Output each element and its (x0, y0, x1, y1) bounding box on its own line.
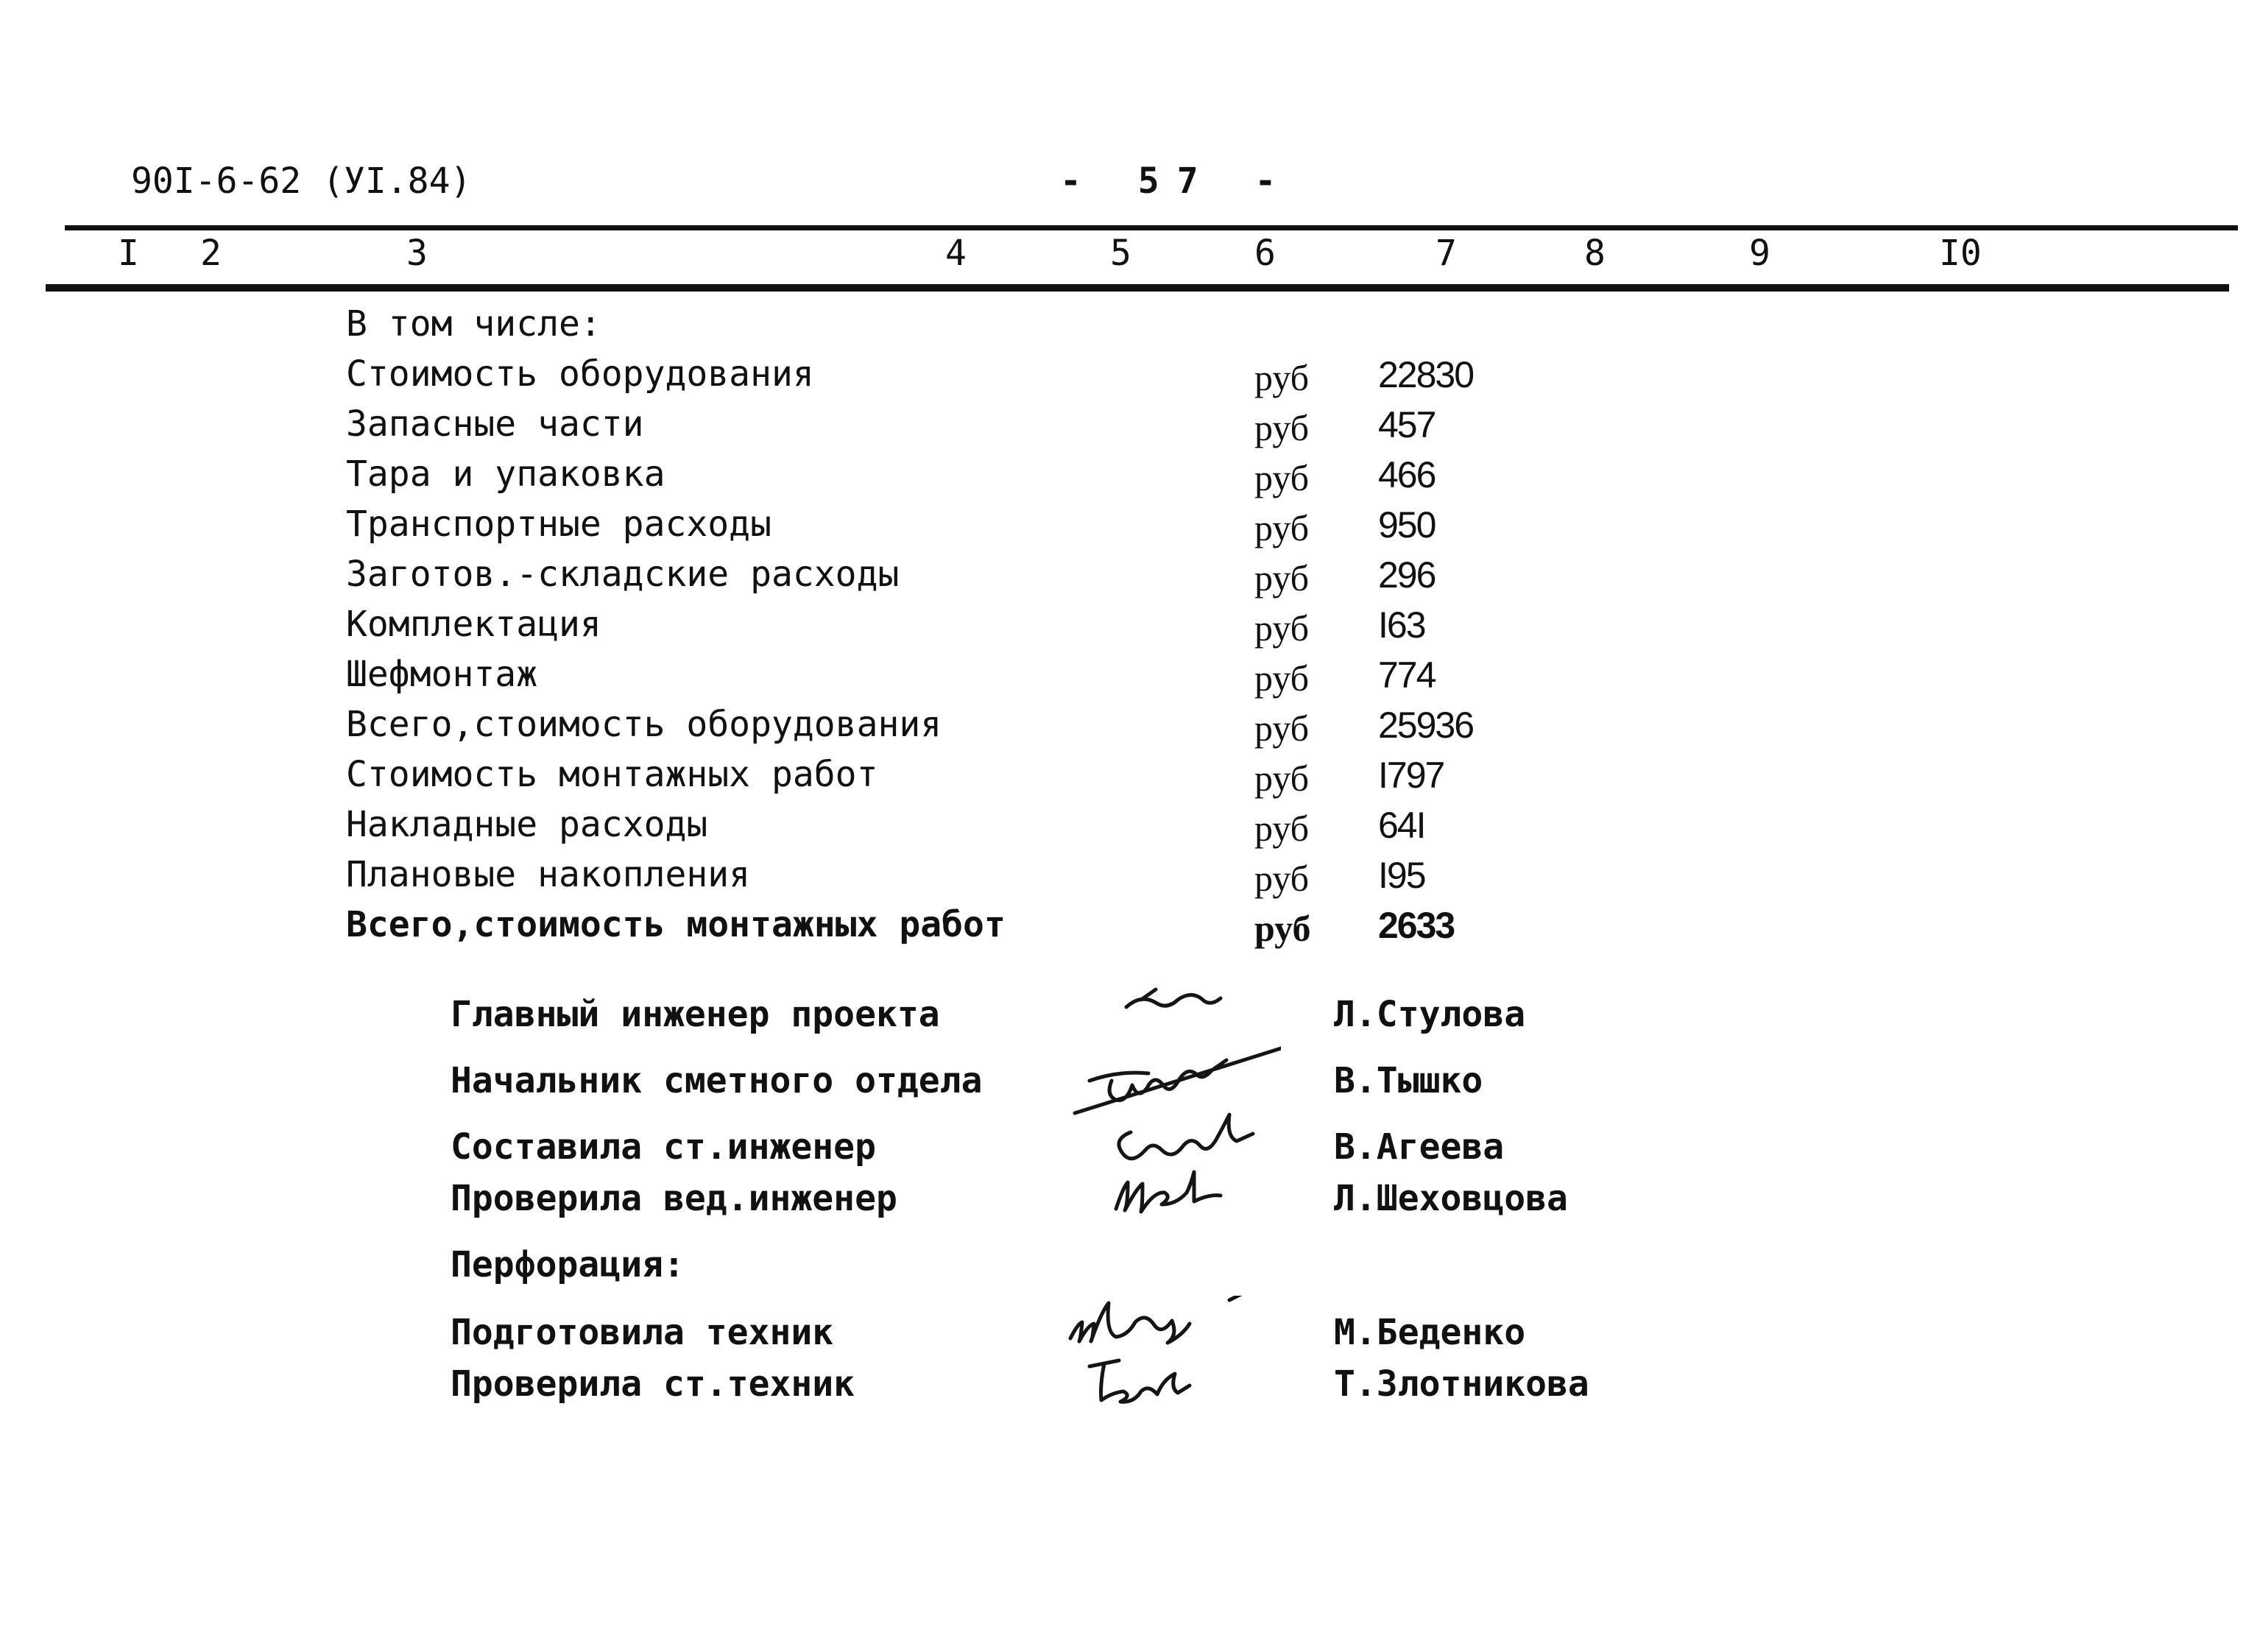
row-unit: руб (1254, 457, 1310, 498)
row-unit: руб (1254, 507, 1310, 548)
signatory-role: Главный инженер проекта (451, 994, 940, 1035)
table-row (0, 754, 2260, 801)
table-row-total (0, 904, 2260, 951)
table-row (0, 403, 2260, 451)
row-unit: руб (1254, 357, 1310, 398)
row-value: 2633 (1378, 905, 1455, 946)
table-row (0, 804, 2260, 851)
signatory-name: В.Агеева (1334, 1126, 1505, 1168)
row-label: Стоимость монтажных работ (346, 754, 878, 795)
column-number: 8 (1584, 233, 1606, 274)
signatory-role: Подготовила техник (451, 1312, 834, 1353)
handwritten-signature-icon (1060, 1162, 1281, 1235)
signatory-name: Л.Стулова (1334, 994, 1526, 1035)
handwritten-signature-icon (1060, 978, 1281, 1051)
table-row (0, 353, 2260, 400)
table-row (0, 704, 2260, 751)
row-unit: руб (1254, 557, 1310, 599)
row-value: I63 (1378, 604, 1425, 646)
row-unit: руб (1254, 808, 1310, 849)
row-unit: руб (1254, 707, 1310, 749)
signature-block (0, 1178, 2260, 1229)
document-code: 90I-6-62 (УI.84) (131, 160, 472, 202)
row-label: В том числе: (346, 303, 601, 345)
table-row (0, 504, 2260, 551)
column-number-row (0, 233, 2260, 281)
row-label: Накладные расходы (346, 804, 708, 845)
table-row (0, 453, 2260, 501)
row-label: Всего,стоимость монтажных работ (346, 904, 1006, 945)
row-value: 22830 (1378, 354, 1474, 395)
column-number: I0 (1939, 233, 1982, 274)
row-label: Плановые накопления (346, 854, 751, 895)
row-value: 296 (1378, 554, 1436, 596)
row-value: I95 (1378, 855, 1425, 896)
row-label: Стоимость оборудования (346, 353, 814, 395)
table-row (0, 303, 2260, 350)
row-unit: руб (1254, 908, 1311, 949)
page-number: - 57 - (1060, 160, 1294, 202)
column-number: 6 (1254, 233, 1276, 274)
signatory-role: Составила ст.инженер (451, 1126, 876, 1168)
row-unit: руб (1254, 407, 1310, 448)
page-header (0, 160, 2260, 212)
row-label: Заготов.-складские расходы (346, 554, 900, 595)
row-label: Запасные части (346, 403, 644, 445)
perforation-section-label: Перфорация: (451, 1244, 685, 1285)
row-unit: руб (1254, 607, 1310, 649)
signature-block (0, 1363, 2260, 1415)
row-value: I797 (1378, 755, 1444, 796)
row-unit: руб (1254, 657, 1310, 699)
handwritten-signature-icon (1060, 1347, 1281, 1421)
row-value: 25936 (1378, 705, 1474, 746)
row-label: Транспортные расходы (346, 504, 771, 545)
column-number: 9 (1749, 233, 1770, 274)
row-label: Всего,стоимость оборудования (346, 704, 942, 745)
row-value: 774 (1378, 654, 1436, 696)
signatory-role: Начальник сметного отдела (451, 1060, 983, 1101)
signatory-name: В.Тышко (1334, 1060, 1483, 1101)
row-label: Тара и упаковка (346, 453, 665, 495)
table-row (0, 854, 2260, 901)
table-row (0, 554, 2260, 601)
column-number: 7 (1436, 233, 1457, 274)
signatory-role: Проверила ст.техник (451, 1363, 855, 1405)
signature-block (0, 1060, 2260, 1112)
table-row (0, 604, 2260, 651)
handwritten-signature-icon (1060, 1044, 1281, 1118)
row-label: Шефмонтаж (346, 654, 538, 695)
row-value: 950 (1378, 504, 1436, 546)
row-unit: руб (1254, 758, 1310, 799)
signatory-role: Проверила вед.инженер (451, 1178, 897, 1219)
signatory-name: Л.Шеховцова (1334, 1178, 1568, 1219)
column-number: 5 (1110, 233, 1131, 274)
table-rule-bottom (46, 284, 2229, 292)
signatory-name: М.Беденко (1334, 1312, 1526, 1353)
column-number: I (118, 233, 139, 274)
signatory-name: Т.Злотникова (1334, 1363, 1589, 1405)
row-label: Комплектация (346, 604, 601, 645)
table-rule-top (65, 225, 2238, 230)
column-number: 3 (406, 233, 428, 274)
row-value: 466 (1378, 454, 1436, 495)
row-unit: руб (1254, 858, 1310, 899)
column-number: 2 (200, 233, 222, 274)
signature-block (0, 994, 2260, 1045)
table-row (0, 654, 2260, 701)
column-number: 4 (945, 233, 967, 274)
row-value: 457 (1378, 404, 1436, 445)
row-value: 64I (1378, 805, 1425, 846)
